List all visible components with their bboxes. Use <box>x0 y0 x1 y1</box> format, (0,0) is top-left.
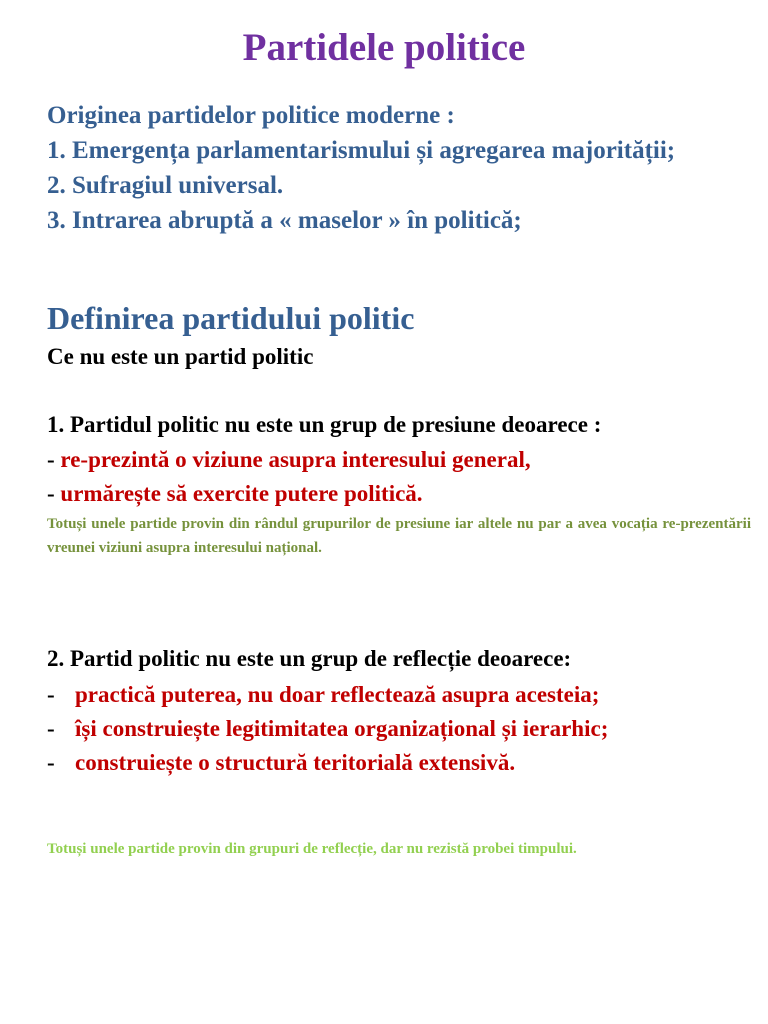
origins-item: 1. Emergența parlamentarismului și agregarea majorității; <box>47 137 676 164</box>
origins-section <box>47 98 737 238</box>
point2-item-text: construiește o structură teritorială extensivă. <box>75 750 516 775</box>
dash-bullet: - <box>47 716 55 741</box>
dash-bullet: - <box>47 481 61 506</box>
point2-item <box>47 746 747 780</box>
point1-item-text: urmărește să exercite putere politică. <box>60 481 423 506</box>
point1-heading: 1. Partidul politic nu este un grup de presiune deoarece : <box>47 412 602 437</box>
point2-item <box>47 678 747 712</box>
origins-item: 2. Sufragiul universal. <box>47 172 284 199</box>
dash-bullet: - <box>47 750 55 775</box>
point2-note: Totuși unele partide provin din grupuri de reflecție, dar nu rezistă probei timpului. <box>47 841 577 857</box>
origins-item: 3. Intrarea abruptă a « maselor » în politică; <box>47 207 522 234</box>
point1-item <box>47 444 531 476</box>
origins-heading: Originea partidelor politice moderne : <box>47 102 455 129</box>
point1-item <box>47 478 423 510</box>
point2-list <box>47 678 747 780</box>
dash-bullet: - <box>47 682 55 707</box>
page-title: Partidele politice <box>242 26 526 69</box>
point2-item-text: își construiește legitimitatea organizațional și ierarhic; <box>75 716 609 741</box>
point2-heading: 2. Partid politic nu este un grup de reflecție deoarece: <box>47 646 572 671</box>
definition-subheading: Ce nu este un partid politic <box>47 344 314 369</box>
point2-item-text: practică puterea, nu doar reflectează asupra acesteia; <box>75 682 600 707</box>
dash-bullet: - <box>47 447 61 472</box>
definition-heading: Definirea partidului politic <box>47 300 415 336</box>
point2-item <box>47 712 747 746</box>
point1-note: Totuși unele partide provin din rândul grupurilor de presiune iar altele nu par a avea vocația re-prezentării vreunei viziuni asupra interesului național. <box>47 516 751 556</box>
point1-item-text: re-prezintă o viziune asupra interesului general, <box>60 447 531 472</box>
